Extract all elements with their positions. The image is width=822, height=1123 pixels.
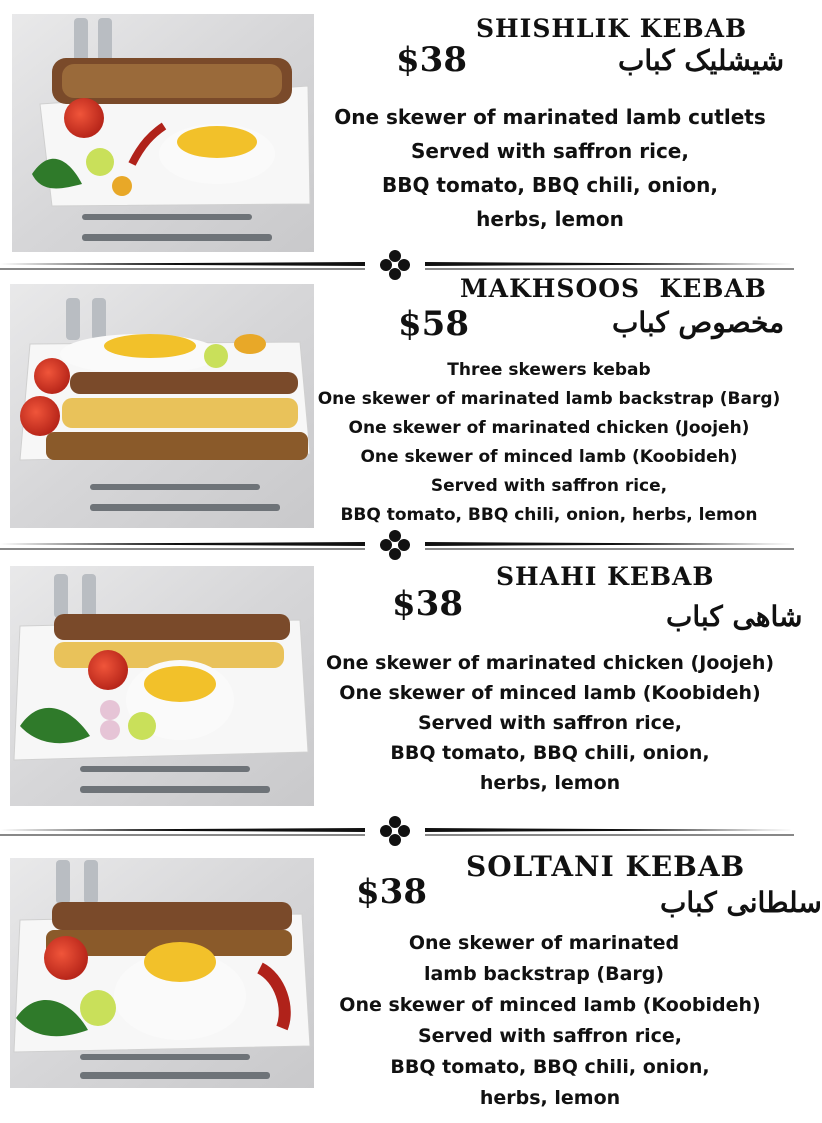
description-line: Three skewers kebab [447, 360, 651, 380]
item-description [312, 356, 786, 530]
description-line: herbs, lemon [479, 1087, 621, 1109]
description-line: One skewer of minced lamb (Koobideh) [339, 994, 761, 1016]
description-line: One skewer of marinated chicken (Joojeh) [325, 652, 775, 674]
item-price: $58 [398, 304, 469, 344]
description-line: One skewer of marinated lamb backstrap (Barg) [317, 389, 781, 409]
description-line: BBQ tomato, BBQ chili, onion, [390, 1056, 710, 1078]
item-farsi-name: مخصوص کباب [612, 306, 785, 339]
description-line: One skewer of marinated [408, 932, 680, 954]
shahi-kebab-photo [10, 566, 314, 806]
item-farsi-name: سلطانی کباب [660, 886, 822, 919]
item-farsi-name: شاهی کباب [666, 600, 803, 633]
description-line: BBQ tomato, BBQ chili, onion, [381, 173, 719, 197]
description-line: herbs, lemon [479, 772, 621, 794]
description-line: Served with saffron rice, [417, 712, 683, 734]
description-line: lamb backstrap (Barg) [423, 963, 665, 985]
description-line: Served with saffron rice, [417, 1025, 683, 1047]
description-line: One skewer of marinated chicken (Joojeh) [348, 418, 750, 438]
makhsoos-kebab-photo [10, 284, 314, 528]
item-price: $38 [392, 584, 463, 624]
item-title: SHISHLIK KEBAB [476, 14, 748, 43]
item-farsi-name: شیشلیک کباب [618, 44, 785, 77]
description-line: Served with saffron rice, [411, 139, 689, 163]
description-line: Served with saffron rice, [430, 476, 668, 496]
item-description [318, 648, 782, 798]
soltani-kebab-photo [10, 858, 314, 1088]
description-line: One skewer of minced lamb (Koobideh) [339, 682, 761, 704]
description-line: herbs, lemon [476, 207, 624, 231]
item-description [318, 100, 782, 236]
item-title: SHAHI KEBAB [496, 562, 715, 591]
shishlik-kebab-photo [12, 14, 314, 252]
description-line: BBQ tomato, BBQ chili, onion, herbs, lemon [340, 505, 758, 525]
description-line: One skewer of minced lamb (Koobideh) [360, 447, 738, 467]
item-price: $38 [356, 872, 427, 912]
section-divider [0, 816, 794, 846]
item-title: SOLTANI KEBAB [466, 850, 746, 883]
description-line: BBQ tomato, BBQ chili, onion, [390, 742, 710, 764]
item-description [318, 928, 782, 1114]
description-line: One skewer of marinated lamb cutlets [334, 105, 766, 129]
section-divider [0, 530, 794, 560]
item-price: $38 [396, 40, 467, 80]
item-title: MAKHSOOS KEBAB [460, 274, 767, 303]
